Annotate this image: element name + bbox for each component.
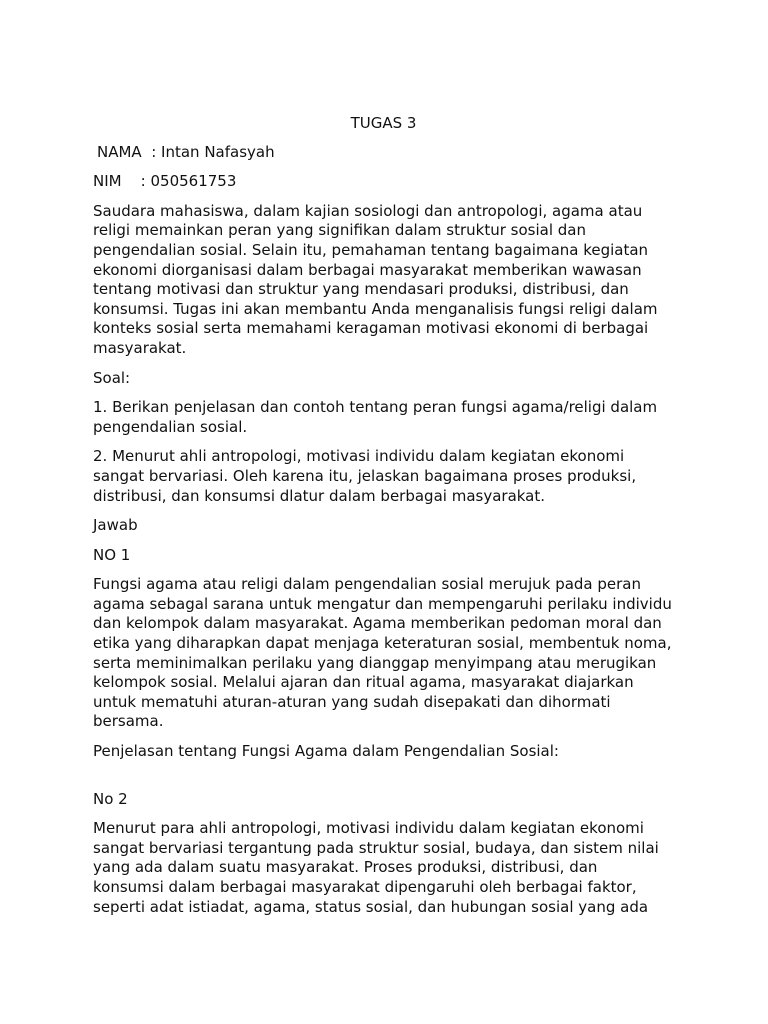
no1-label: NO 1 bbox=[93, 545, 131, 564]
answer-2-paragraph: Menurut para ahli antropologi, motivasi individu dalam kegiatan ekonomi sangat bervariasi tergantung pada struktur sosial, budaya, dan sistem nilai yang ada dalam suatu masyarakat. Proses produksi, distribusi, dan konsumsi dalam berbagai masyarakat dipengaruhi oleh berbagai faktor, seperti adat istiadat, agama, status sosial, dan hubungan sosial yang ada bbox=[93, 819, 659, 916]
answer-1-paragraph: Fungsi agama atau religi dalam pengendalian sosial merujuk pada peran agama sebagal sarana untuk mengatur dan mempengaruhi perilaku individu dan kelompok dalam masyarakat. Agama memberikan pedoman moral dan etika yang diharapkan dapat menjaga keteraturan sosial, membentuk noma, serta meminimalkan perilaku yang dianggap menyimpang atau merugikan kelompok sosial. Melalui ajaran dan ritual agama, masyarakat diajarkan untuk mematuhi aturan-aturan yang sudah disepakati dan dihormati bersama. bbox=[93, 575, 672, 731]
answer-1-heading: Penjelasan tentang Fungsi Agama dalam Pengendalian Sosial: bbox=[93, 742, 559, 761]
intro-paragraph: Saudara mahasiswa, dalam kajian sosiologi dan antropologi, agama atau religi memainkan peran yang signifikan dalam struktur sosial dan pengendalian sosial. Selain itu, pemahaman tentang bagaimana kegiatan ekonomi diorganisasi dalam berbagai masyarakat memberikan wawasan tentang motivasi dan struktur yang mendasari produksi, distribusi, dan konsumsi. Tugas ini akan membantu Anda menganalisis fungsi religi dalam konteks sosial serta memahami keragaman motivasi ekonomi di berbagai masyarakat. bbox=[93, 201, 658, 357]
student-name-line: NAMA : Intan Nafasyah bbox=[97, 142, 275, 161]
document-title: TUGAS 3 bbox=[350, 114, 417, 132]
soal-label: Soal: bbox=[93, 368, 131, 387]
student-nim-line: NIM : 050561753 bbox=[93, 172, 237, 191]
jawab-label: Jawab bbox=[93, 516, 138, 535]
question-1: 1. Berikan penjelasan dan contoh tentang peran fungsi agama/religi dalam pengendalian sosial. bbox=[93, 398, 658, 436]
blank-line bbox=[93, 772, 672, 790]
no2-label: No 2 bbox=[93, 789, 128, 808]
question-2: 2. Menurut ahli antropologi, motivasi individu dalam kegiatan ekonomi sangat bervariasi. Oleh karena itu, jelaskan bagaimana proses produksi, distribusi, dan konsumsi dlatur dalam berbagai masyarakat. bbox=[93, 447, 637, 505]
